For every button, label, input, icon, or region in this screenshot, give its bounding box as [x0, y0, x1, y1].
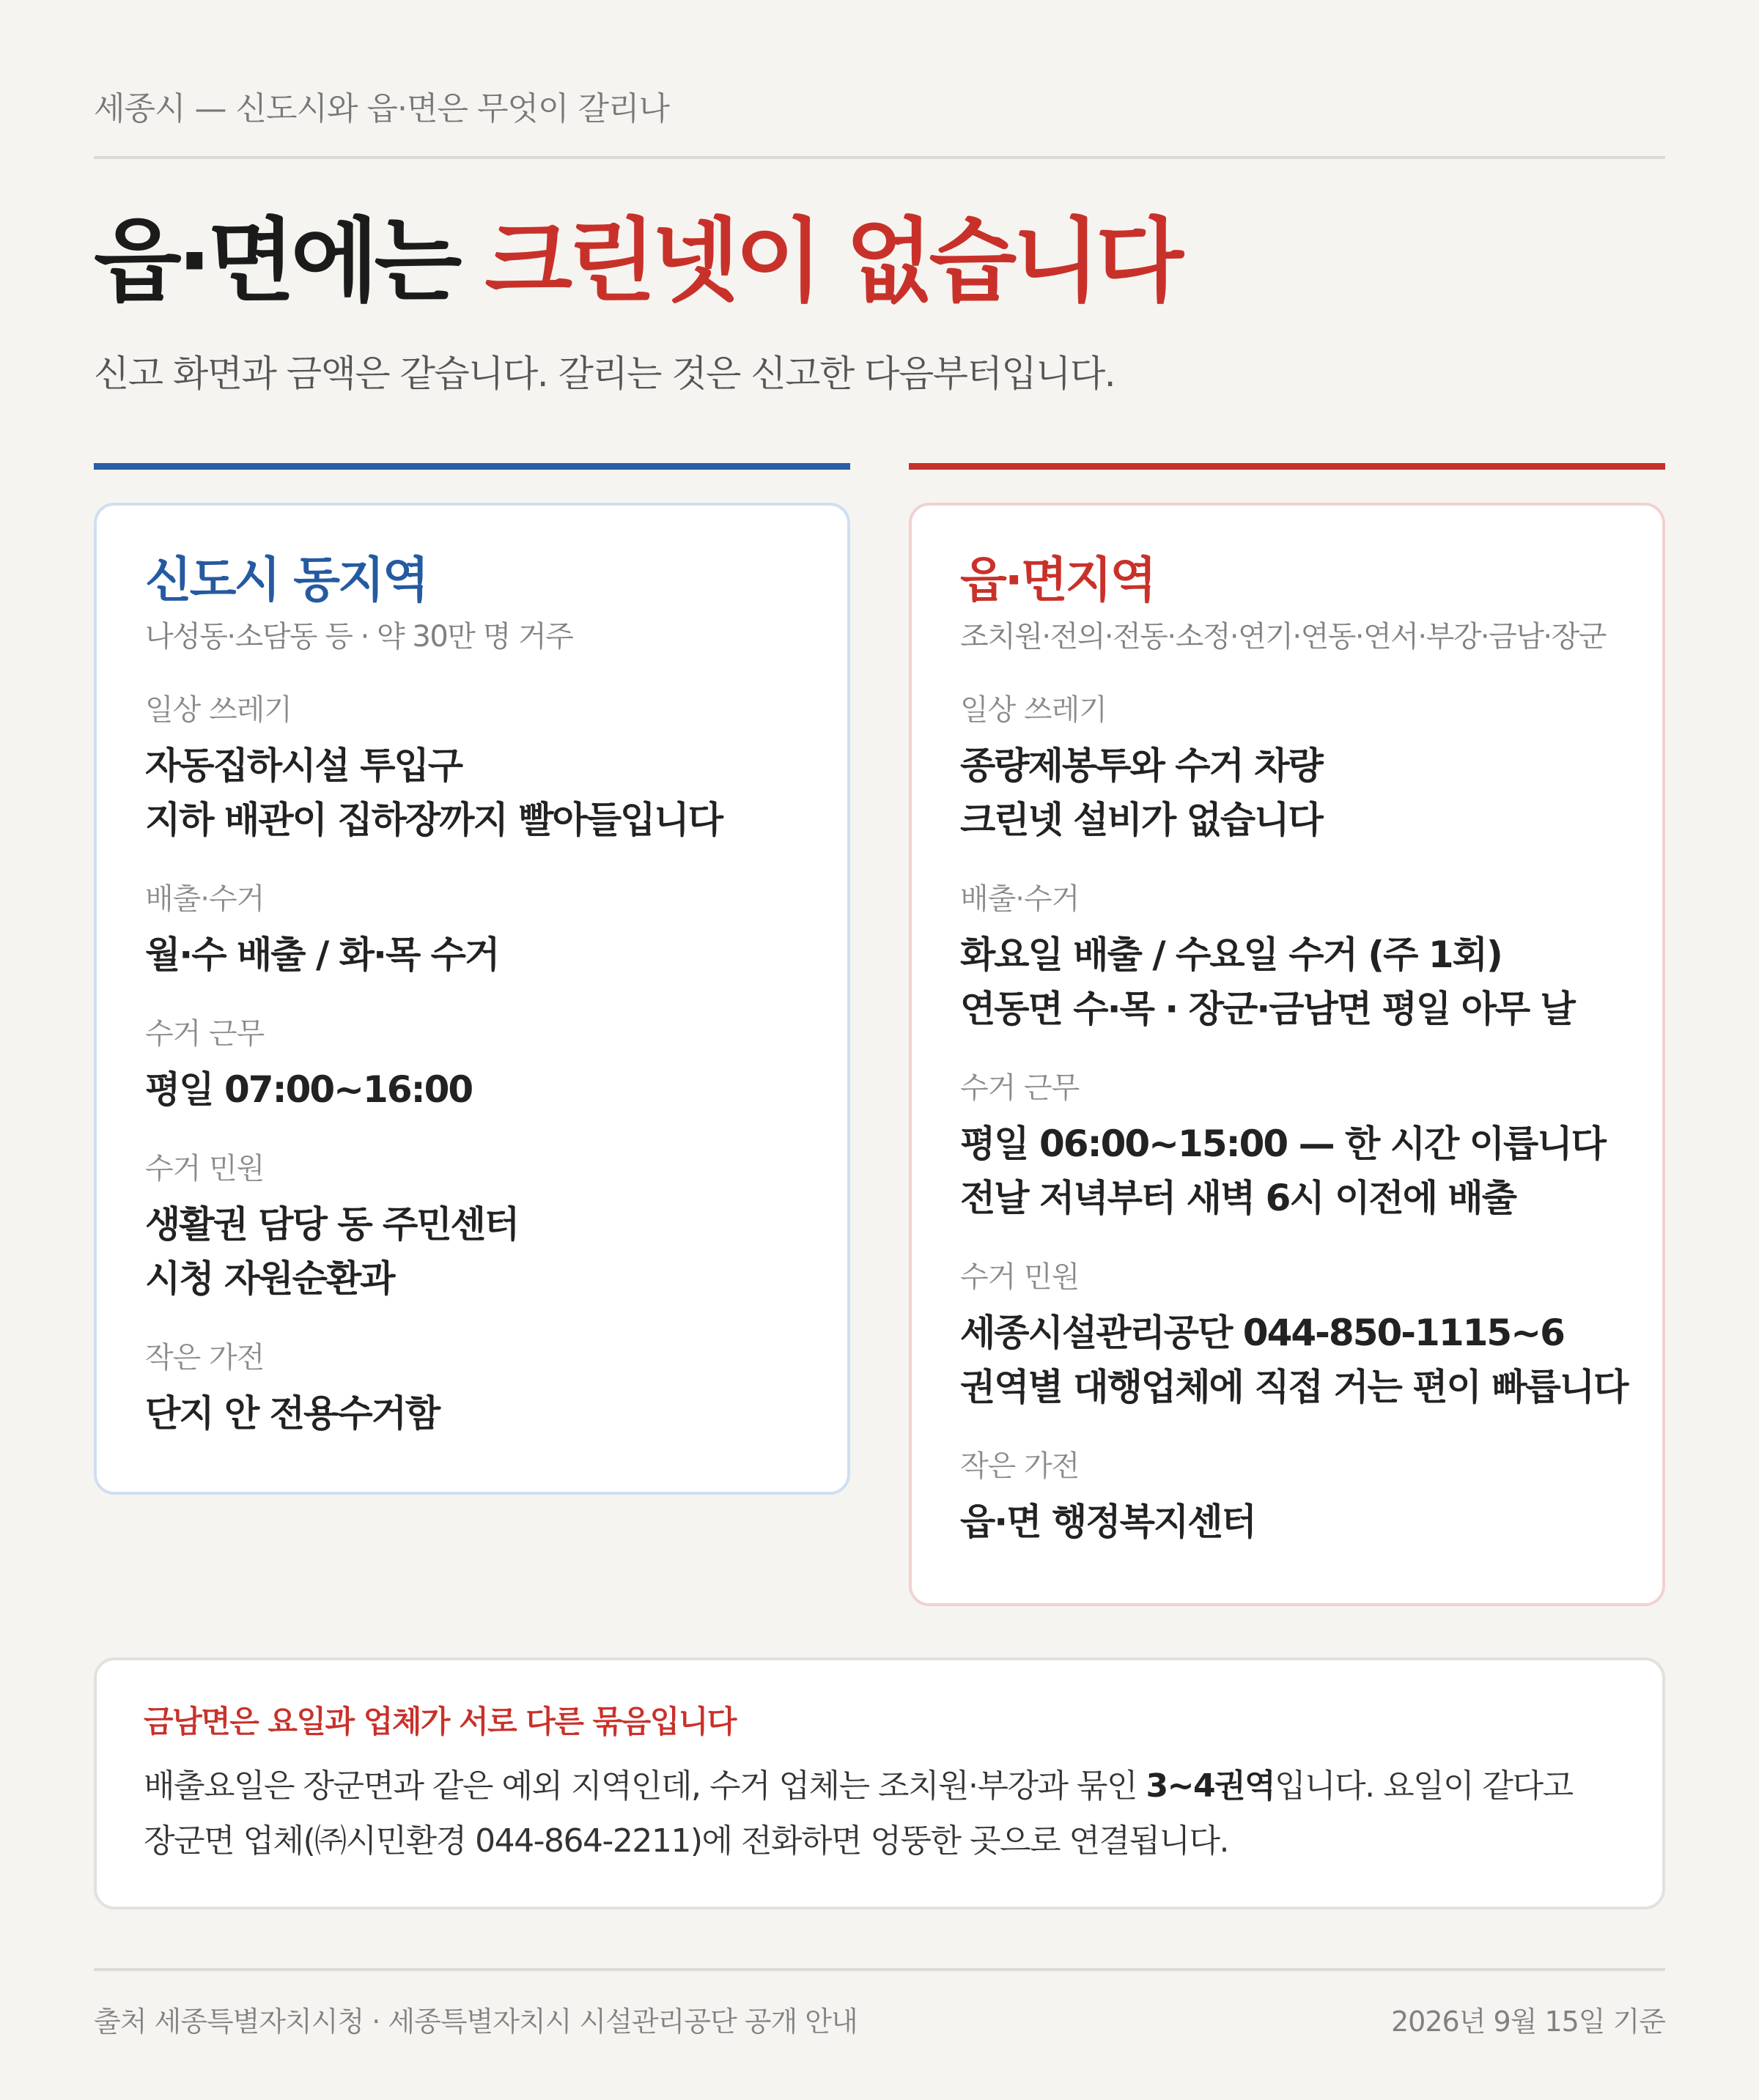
date-stamp: 2026년 9월 15일 기준: [1390, 2005, 1665, 2038]
new-town-card: [94, 503, 850, 1495]
section-schedule: [145, 881, 799, 982]
section-small-appliances: [960, 1448, 1614, 1549]
section-label: 작은 가전: [145, 1341, 265, 1375]
headline: [94, 207, 1179, 317]
card-title: 신도시 동지역: [145, 552, 427, 608]
kicker: 세종시 — 신도시와 읍·면은 무엇이 갈리나: [94, 90, 669, 127]
left-accent-bar: [94, 463, 850, 470]
right-accent-bar: [909, 463, 1665, 470]
section-daily-trash: [145, 692, 799, 847]
headline-accent: 크린넷이 없습니다: [484, 209, 1179, 314]
note-text: 배출요일은 장군면과 같은 예외 지역인데, 수거 업체는 조치원·부강과 묶인: [144, 1767, 1146, 1805]
section-complaints: [145, 1150, 799, 1306]
note-line: 장군면 업체(㈜시민환경 044-864-2211)에 전화하면 엉뚱한 곳으로 연결됩니다.: [144, 1822, 1229, 1860]
top-divider: [94, 156, 1665, 159]
section-line: 권역별 대행업체에 직접 거는 편이 빠릅니다: [960, 1366, 1628, 1408]
bottom-divider: [94, 1968, 1665, 1971]
section-label: 수거 민원: [960, 1260, 1080, 1294]
note-text: 입니다. 요일이 같다고: [1275, 1767, 1573, 1805]
section-line: 연동면 수·목 · 장군·금남면 평일 아무 날: [960, 988, 1574, 1030]
section-line: 전날 저녁부터 새벽 6시 이전에 배출: [960, 1177, 1516, 1219]
geumnam-note: [94, 1657, 1665, 1909]
headline-prefix: 읍·면에는: [94, 209, 485, 314]
section-line: 읍·면 행정복지센터: [960, 1501, 1255, 1543]
section-line: 크린넷 설비가 없습니다: [960, 799, 1322, 841]
section-line: 평일 07:00~16:00: [145, 1068, 473, 1111]
section-work-hours: [960, 1070, 1614, 1225]
eup-myeon-card: [909, 503, 1665, 1606]
section-label: 배출·수거: [960, 882, 1080, 916]
section-daily-trash: [960, 692, 1614, 847]
card-title: 읍·면지역: [960, 552, 1155, 608]
section-label: 일상 쓰레기: [960, 693, 1107, 727]
card-subtitle: 나성동·소담동 등 · 약 30만 명 거주: [145, 620, 573, 654]
section-label: 수거 근무: [960, 1071, 1080, 1105]
card-subtitle: 조치원·전의·전동·소정·연기·연동·연서·부강·금남·장군: [960, 620, 1606, 654]
section-label: 수거 민원: [145, 1152, 265, 1186]
section-small-appliances: [145, 1339, 799, 1441]
section-line: 평일 06:00~15:00 — 한 시간 이릅니다: [960, 1123, 1605, 1165]
section-line: 시청 자원순환과: [145, 1257, 394, 1300]
section-line: 생활권 담당 동 주민센터: [145, 1203, 519, 1246]
section-label: 수거 근무: [145, 1017, 265, 1051]
subtitle: 신고 화면과 금액은 같습니다. 갈리는 것은 신고한 다음부터입니다.: [94, 352, 1115, 395]
section-label: 작은 가전: [960, 1449, 1080, 1483]
section-line: 세종시설관리공단 044-850-1115~6: [960, 1312, 1564, 1354]
note-title: 금남면은 요일과 업체가 서로 다른 묶음입니다: [144, 1704, 736, 1739]
section-line: 종량제봉투와 수거 차량: [960, 744, 1322, 787]
section-line: 단지 안 전용수거함: [145, 1392, 440, 1435]
note-body: [144, 1759, 1615, 1868]
section-line: 지하 배관이 집하장까지 빨아들입니다: [145, 799, 723, 841]
section-complaints: [960, 1259, 1628, 1414]
section-label: 배출·수거: [145, 882, 265, 916]
section-line: 자동집하시설 투입구: [145, 744, 462, 787]
note-line: [144, 1759, 1615, 1814]
section-label: 일상 쓰레기: [145, 693, 292, 727]
note-emphasis: 3~4권역: [1146, 1767, 1275, 1805]
source-credit: 출처 세종특별자치시청 · 세종특별자치시 시설관리공단 공개 안내: [94, 2005, 858, 2038]
section-line: 월·수 배출 / 화·목 수거: [145, 933, 499, 976]
section-work-hours: [145, 1016, 799, 1117]
section-schedule: [960, 881, 1614, 1036]
section-line: 화요일 배출 / 수요일 수거 (주 1회): [960, 933, 1502, 976]
